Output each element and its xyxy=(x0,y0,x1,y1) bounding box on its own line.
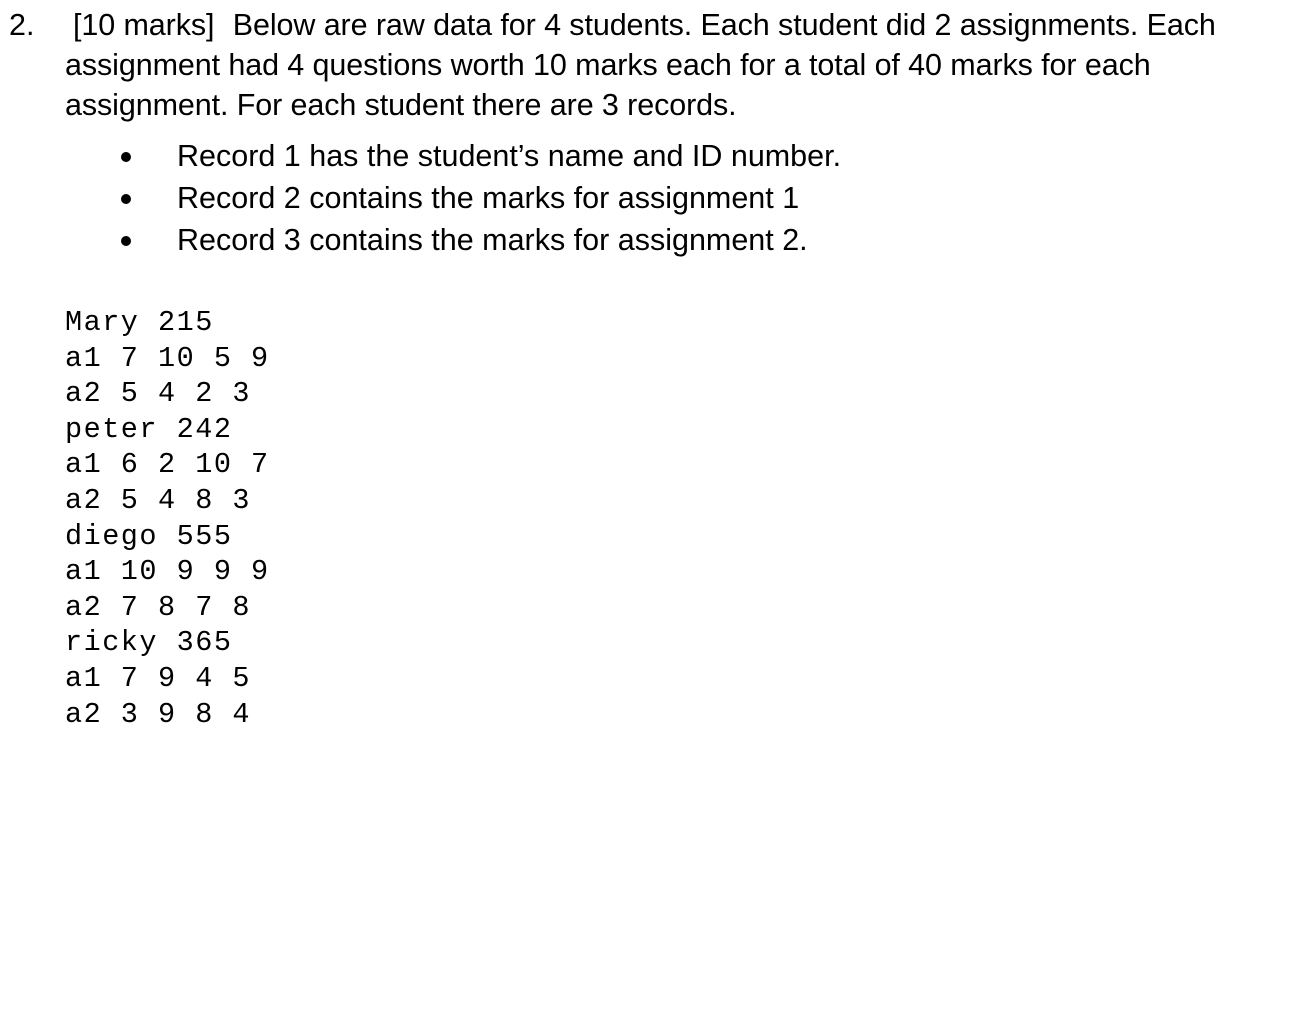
bullet-text: Record 1 has the student’s name and ID number. xyxy=(177,139,842,173)
bullet-text: Record 3 contains the marks for assignment 2. xyxy=(177,223,808,257)
raw-data-line: a2 7 8 7 8 xyxy=(65,590,252,624)
bullet-icon xyxy=(121,236,131,246)
raw-data-line: peter 242 xyxy=(65,412,233,446)
bullet-icon xyxy=(121,152,131,162)
raw-data-line: a2 5 4 2 3 xyxy=(65,377,252,411)
raw-data-line: Mary 215 xyxy=(65,306,214,339)
raw-data-line: a1 7 10 5 9 xyxy=(65,341,270,375)
raw-data-line: a1 6 2 10 7 xyxy=(65,448,270,482)
question-body: Below are raw data for 4 students. Each student did 2 assignments. Each assignment had 4 questions worth 10 marks each for a total of 40 marks for each assignment. For each student there are 3 records. xyxy=(65,8,1216,122)
bullet-text: Record 2 contains the marks for assignment 1 xyxy=(177,181,800,215)
raw-data-line: diego 555 xyxy=(65,519,233,553)
raw-data-line: ricky 365 xyxy=(65,626,233,660)
raw-data-line: a1 7 9 4 5 xyxy=(65,661,252,695)
raw-data-line: a1 10 9 9 9 xyxy=(65,555,270,589)
raw-data-line: a2 3 9 8 4 xyxy=(65,697,252,731)
raw-data-block xyxy=(65,305,270,732)
bullet-icon xyxy=(121,194,131,204)
question-number: 2. xyxy=(9,8,35,42)
raw-data-line: a2 5 4 8 3 xyxy=(65,483,252,517)
question-marks: [10 marks] xyxy=(73,8,215,42)
question-text xyxy=(65,5,1297,125)
